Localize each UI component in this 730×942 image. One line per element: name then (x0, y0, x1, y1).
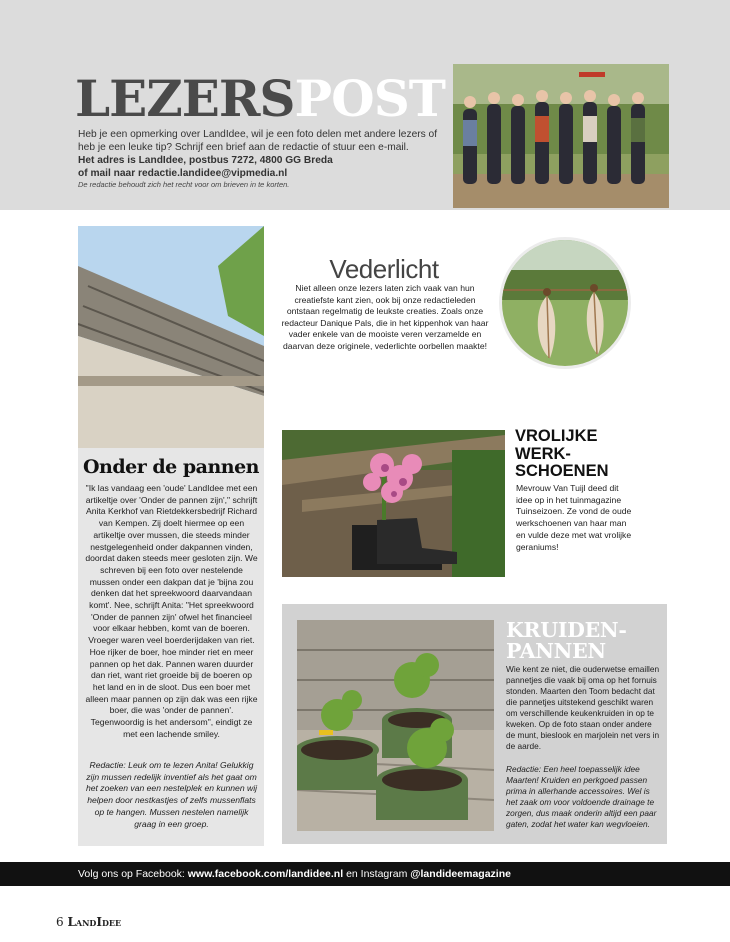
werkschoenen-body: Mevrouw Van Tuijl deed dit idee op in het tuinmagazine Tuinseizoen. Ze vond de oude werkschoenen van haar man en vulde deze met wat vrolijke geraniums! (516, 483, 632, 552)
disclaimer: De redactie behoudt zich het recht voor om brieven in te korten. (78, 180, 290, 189)
address-line-2[interactable]: of mail naar redactie.landidee@vipmedia.nl (78, 168, 288, 179)
werkschoenen-title-line3: SCHOENEN (515, 462, 609, 480)
werkschoenen-title-line1: VROLIJKE (515, 427, 598, 445)
intro-text (78, 128, 448, 180)
werkschoenen-title-line2: WERK- (515, 444, 571, 463)
section-title (75, 69, 446, 128)
werkschoenen-title (515, 428, 635, 481)
footer-middle: en Instagram (343, 868, 411, 880)
kruidenpannen-title (506, 620, 666, 662)
pannen-reply: Redactie: Leuk om te lezen Anita! Gelukkig zijn mussen redelijk inventief als het gaat om het zoeken van een nestelplek en kunnen wij helpen door nestkastjes of zelfs mussenflats op te hangen. Mussen nestelen namelijk graag in een groep. (85, 760, 258, 829)
kruidenpannen-reply: Redactie: Een heel toepasselijk idee Maarten! Kruiden en perkgoed passen prima in allerhande accessoires. Wel is het zaak om voor voldoende drainage te zorgen, dus maak onderin altijd een paar gaten, zodat het water kan wegvloeien. (506, 764, 657, 829)
page-number-value: 6 (56, 915, 64, 929)
vederlicht-title: Vederlicht (329, 254, 439, 284)
kruidenpannen-body: Wie kent ze niet, die ouderwetse emaillen pannetjes die vaak bij oma op het fornuis stonden. Maarten den Toom bedacht dat die pannetjes uitstekend geschikt waren om verschillende keukenkruiden in op te kweken. Op de foto staan onder andere de munt, bieslook en marjolein net vers in de aarde. (506, 664, 660, 751)
title-dark: LEZERS (75, 69, 295, 128)
footer-prefix: Volg ons op Facebook: (78, 868, 188, 880)
pannen-title: Onder de pannen (83, 456, 259, 478)
vederlicht-body: Niet alleen onze lezers laten zich vaak van hun creatiefste kant zien, ook bij onze redactieleden ontstaan regelmatig de leukste creaties. Zoals onze redacteur Danique Pals, die in het kippenhok van haar vader enkele van de mooiste veren verzamelde en daarvan deze originele, vederlichte oorbellen maakte! (281, 283, 489, 351)
kruidenpannen-title-line1: KRUIDEN- (506, 618, 627, 642)
brand-name: LandIdee (67, 915, 122, 929)
pannen-body: "Ik las vandaag een 'oude' LandIdee met een artikeltje over 'Onder de pannen zijn'," schrijft Anita Kerkhof van Rietdekkersbedrijf Richard van Kempen. Zij doelt hiermee op een artikeltje over mussen, die steeds minder nestgelegenheid onder dakpannen vinden, doordat daken steeds meer gesloten zijn. We schreven bij een foto over nestelende mussen onder een dakpan dat je 'bijna zou denken dat het spreekwoord daarvandaan komt'. Nee, schrijft Anita: "Het spreekwoord 'Onder de pannen zijn' ofwel het financieel voor elkaar hebben, komt van de boeren. Vroeger waren veel boerderijdaken van riet. Hoe rijker de boer, hoe minder riet en meer pannen op het dak. Pannen waren duurder dan riet, want riet groeide bij de boeren op het land en in de sloot. Dus een boer met alleen maar pannen op zijn dak was een rijke boer, die was 'onder de pannen'. Tegenwoordig is het andersom", eindigt ze met een lachende smiley. (85, 483, 258, 739)
herb-pans-photo (297, 620, 494, 831)
instagram-link[interactable]: @landideemagazine (410, 868, 511, 880)
kruidenpannen-title-line2: PANNEN (506, 639, 606, 663)
roof-photo (78, 226, 264, 448)
work-shoes-photo (282, 430, 505, 577)
intro-paragraph: Heb je een opmerking over LandIdee, wil je een foto delen met andere lezers of heb je een leuke tip? Schrijf een brief aan de redactie of stuur een e-mail. (78, 129, 438, 153)
social-footer (0, 862, 730, 886)
address-line-1: Het adres is LandIdee, postbus 7272, 4800 GG Breda (78, 155, 333, 166)
facebook-link[interactable]: www.facebook.com/landidee.nl (187, 868, 344, 880)
page-number (56, 915, 121, 929)
feather-earrings-photo (499, 237, 631, 369)
team-photo (453, 64, 669, 208)
title-light: POST (294, 69, 446, 128)
